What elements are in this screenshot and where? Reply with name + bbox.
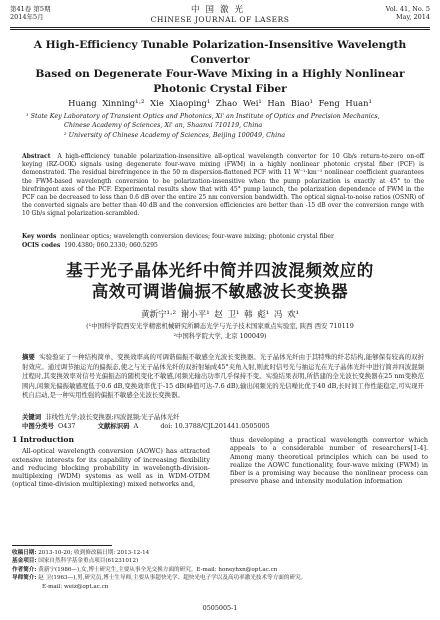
- keywords-label: Key words: [22, 233, 57, 240]
- ocis-text: 190.4380; 060.2330; 060.5295: [64, 242, 158, 249]
- title-zh-line: 高效可调谐偏振不敏感波长变换器: [91, 282, 349, 301]
- keywords-zh-label: 关键词: [22, 413, 42, 421]
- body-text-left: All-optical wavelength conversion (AOWC) has attracted extensive interests for its capability of increasing flexibility and reducing blocking probability in wavelength-division-multiplexing (WDM) systems as well as in WDM-OTDM (optical time-division multiplexing) mixed networks and,: [12, 447, 210, 489]
- keywords-zh-text: 非线性光学;波长变换器;四波混频;光子晶体光纤: [45, 413, 180, 421]
- ocis-codes: [22, 242, 424, 250]
- doi-value: 10.3788/CJL201441.0505005: [174, 422, 270, 430]
- authors-zh: 黄新宁¹·² 谢小平¹ 赵 卫¹ 韩 彪¹ 冯 欢¹: [140, 310, 300, 320]
- abstract-zh-text: 实验验证了一种结构简单、变换效率高的可调谐偏振不敏感全光波长变换器。光子晶体光纤由于其特殊的纤芯结构,能够保有较高的双折射效应。通过调节抽运光的偏振态,使之与光子晶体光纤的双折射轴成45°夹角入射,则此时信号光与抽运光在光子晶体光纤中进行简并四波混频过程时,其变换效率对信号光偏振态的随机变化不敏感,闲频光输出功率几乎保持不变。实验结果表明,所搭建的全光波长变换器在25 nm变换范围内,闲频光偏振敏感度低于0.6 dB,变换效率优于-15 dB(峰值可达-7.6 dB),输出闲频光的光信噪比优于40 dB,长时间工作性能稳定,可实现开机自启动,是一种实用性强的偏振不敏感全光波长变换器。: [22, 353, 425, 400]
- title-en-line: A High-Efficiency Tunable Polarization-Insensitive Wavelength Convertor: [33, 39, 407, 66]
- keywords-zh: [22, 413, 424, 422]
- date-en: May, 2014: [395, 13, 430, 21]
- footnote-line: [12, 566, 426, 574]
- affiliation-zh-line: (¹中国科学院西安光学精密机械研究所瞬态光学与光子技术国家重点实验室, 陕西 西安 710119: [86, 322, 354, 330]
- title-en-line: Based on Degenerate Four-Wave Mixing in a Highly Nonlinear: [35, 68, 405, 81]
- footnote-text: 赵 卫(1963—),男,研究员,博士生导师,主要从事超快光学、超快光电子学以及高功率激光技术等方面的研究。: [38, 575, 307, 582]
- body-column-left: [12, 436, 210, 489]
- authors-en: Huang Xinning¹·² Xie Xiaoping¹ Zhao Wei¹ Han Biao¹ Feng Huan¹: [68, 98, 372, 108]
- doi-label: doi:: [160, 422, 173, 430]
- footnote-label: 作者简介:: [12, 566, 37, 573]
- affiliation-en-line: ¹ State Key Laboratory of Transient Optics and Photonics, Xi' an Institute of Optics and Precision Mechanics,: [26, 112, 380, 120]
- footnote-line: [12, 549, 426, 557]
- affiliation-zh-line: ²中国科学院大学, 北京 100049): [173, 332, 267, 340]
- keywords-text: nonlinear optics; wavelength conversion devices; four-wave mixing; photonic crystal fiber: [60, 233, 334, 240]
- body-column-right: [230, 436, 428, 486]
- affiliation-en-line: ² University of Chinese Academy of Sciences, Beijing 100049, China: [64, 131, 286, 139]
- volume-issue-zh: 第41卷 第5期: [10, 5, 51, 13]
- class-number-label: 中图分类号: [22, 422, 54, 430]
- footnote-label: 基金项目:: [12, 558, 37, 565]
- header-rule: [10, 27, 430, 28]
- affiliation-en-line: Chinese Academy of Sciences, Xi' an, Shaanxi 710119, China: [64, 121, 263, 129]
- footnote-line: [12, 583, 426, 591]
- abstract-zh: [22, 353, 424, 401]
- journal-name-zh: 中国激光: [190, 5, 249, 15]
- date-zh: 2014年5月: [10, 13, 44, 21]
- abstract-en: [22, 153, 424, 219]
- section-heading: 1 Introduction: [12, 435, 75, 444]
- paper-title-zh: [10, 260, 430, 302]
- footnote-text: E-mail: weiz@opt.ac.cn: [42, 583, 109, 590]
- volume-issue-en: Vol. 41, No. 5: [385, 5, 430, 13]
- header-right: [386, 5, 430, 21]
- footnote-text: 黄新宁(1986—),女,博士研究生,主要从事全光交换方面的研究。E-mail: honeyhxn@opt.ac.cn: [38, 566, 278, 573]
- class-number-value: O437: [58, 422, 76, 430]
- header-center: [10, 5, 430, 24]
- paper-title-en: [20, 38, 420, 96]
- footnote-rule: [12, 545, 112, 546]
- doc-code-value: A: [133, 422, 139, 430]
- ocis-label: OCIS codes: [22, 242, 61, 249]
- footnote-line: [12, 557, 426, 565]
- keywords-en: [22, 233, 424, 241]
- journal-header: [10, 5, 430, 27]
- footnote-text: 国家自然科学基金重点项目(61231012): [38, 558, 139, 565]
- page-number: 0505005-1: [202, 604, 238, 612]
- doc-code-label: 文献标识码: [97, 422, 130, 430]
- abstract-label: Abstract: [22, 153, 51, 160]
- footnote-label: 收稿日期:: [12, 550, 37, 556]
- body-text-right: thus developing a practical wavelength convertor which appeals to a considerable number of researchers[1-4]. Among many theoretical principles which can be used to realize the AOWC functionality, four-wave mixing (FWM) in fiber is a promising way because the nonlinear process can preserve phase and intensity modulation information: [230, 436, 428, 486]
- header-rule-second: [10, 29, 430, 30]
- footnotes: [12, 549, 426, 591]
- footnote-label: 导师简介:: [12, 575, 37, 582]
- title-zh-line: 基于光子晶体光纤中简并四波混频效应的: [66, 261, 374, 280]
- abstract-text: A high-efficiency tunable polarization-insensitive all-optical wavelength convertor for 10 Gb/s return-to-zero on-off keying (RZ-OOK) signals using degenerate four-wave mixing (FWM) in a highly nonlinear photonic crystal fiber (PCF) is demonstrated. The residual birefringence in the 50 m dispersion-flattened PCF with 11 W⁻¹·km⁻¹ nonlinear coefficient guarantees the FWM-based wavelength conversion to be polarization-insensitive when the pump polarization is exactly at 45° to the birefringent axes of the PCF. Experimental results show that with 45° pump launch, the polarization dependence of FWM in the PCF can be decreased to less than 0.6 dB over the entire 25 nm conversion bandwidth. The optical signal-to-noise ratios (OSNR) of the converted signals are better than 40 dB and the conversion efficiencies are better than -15 dB over the conversion range with 10 Gb/s signal polarization-scrambled.: [22, 153, 424, 218]
- footnote-line: [12, 574, 426, 582]
- journal-name-en: CHINESE JOURNAL OF LASERS: [150, 15, 290, 24]
- abstract-zh-label: 摘要: [22, 353, 35, 361]
- classification-line: [22, 422, 424, 431]
- title-en-line: Photonic Crystal Fiber: [153, 82, 287, 95]
- footnote-text: 2013-10-20; 收到修改稿日期: 2013-12-14: [38, 550, 150, 556]
